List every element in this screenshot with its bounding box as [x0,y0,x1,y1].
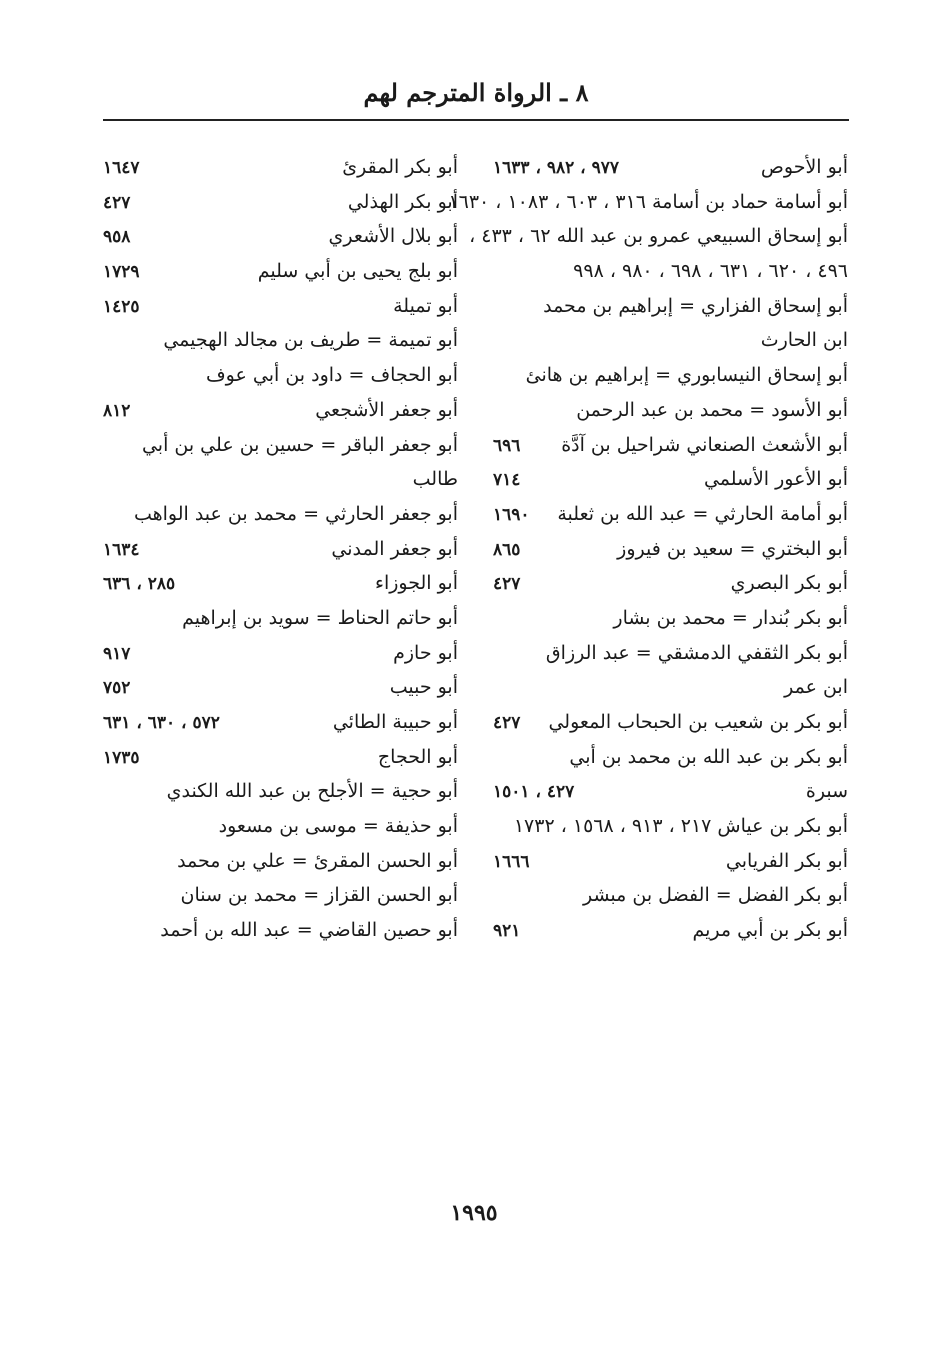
index-entry [493,428,848,463]
entry-name: أبو بكر بن عياش ٢١٧ ، ٩١٣ ، ١٥٦٨ ، ١٧٣٢ [513,815,848,838]
index-entry [493,601,848,636]
index-entry [493,462,848,497]
entry-name: سبرة [805,780,848,803]
index-entry [103,878,458,913]
entry-name: أبو بكر الفريابي [725,849,848,872]
entry-refs: ٩١٧ [103,643,131,664]
entry-refs: ١٦٦٦ [493,851,530,872]
entry-refs: ٤٢٧ [493,574,521,595]
header-rule [103,119,849,121]
entry-name: أبو جعفر الحارثي = محمد بن عبد الواهب [133,502,458,525]
page-header: ٨ ـ الرواة المترجم لهم [363,78,589,107]
entry-name: أبو بكر الهذلي [347,190,458,213]
index-entry [103,532,458,567]
right-column [448,150,848,948]
entry-name: أبو إسحاق الفزاري = إبراهيم بن محمد [543,294,848,317]
index-entry [493,636,848,671]
index-entry [103,150,458,185]
index-entry [493,705,848,740]
index-entry [493,393,848,428]
entry-name: أبو جعفر المدني [331,537,458,560]
entry-name: أبو إسحاق النيسابوري = إبراهيم بن هانئ [525,364,848,387]
entry-refs: ٨٦٥ [493,539,521,560]
index-entry [103,566,458,601]
entry-name: أبو الأعور الأسلمي [703,468,848,491]
index-entry [103,497,458,532]
entry-refs: ٨١٢ [103,400,131,421]
entry-name: أبو تميمة = طريف بن مجالد الهجيمي [163,329,458,352]
entry-name: أبو جعفر الأشجعي [315,398,458,421]
entry-name: أبو حبيب [389,676,458,699]
index-entry [103,393,458,428]
index-entry [103,844,458,879]
index-entry [103,601,458,636]
index-entry [493,358,848,393]
entry-name: أبو الأسود = محمد بن عبد الرحمن [576,398,848,421]
index-entry [493,670,848,705]
index-entry [493,289,848,324]
entry-refs: ٤٢٧ ، ١٥٠١ [493,782,575,803]
index-entry [493,566,848,601]
index-entry [103,670,458,705]
index-entry [493,809,848,844]
entry-name: أبو بكر بن أبي مريم [692,919,848,942]
index-entry [103,254,458,289]
entry-name: ابن الحارث [760,329,848,352]
entry-name: أبو بكر الثقفي الدمشقي = عبد الرزاق [545,641,848,664]
entry-name: أبو حاتم الحناط = سويد بن إبراهيم [182,606,458,629]
entry-name: أبو بلال الأشعري [328,225,458,248]
index-entry [493,254,848,289]
entry-name: أبو الحجاج [377,745,458,768]
entry-name: أبو أمامة الحارثي = عبد الله بن ثعلبة [557,502,848,525]
entry-name: أبو البختري = سعيد بن فيروز [617,537,848,560]
index-entry [493,774,848,809]
index-entry [103,219,458,254]
index-entry [103,462,458,497]
entry-name: أبو الأشعث الصنعاني شراحيل بن آدَّة [561,433,848,456]
page-number: ١٩٩٥ [450,1200,498,1226]
entry-refs: ١٧٢٩ [103,262,140,283]
index-entry [103,809,458,844]
index-entry [493,740,848,775]
index-entry [103,636,458,671]
entry-name: ابن عمر [784,676,848,699]
entry-name: أبو بكر المقرئ [342,156,458,178]
index-entry [493,150,848,185]
index-entry [493,913,848,948]
index-entry [103,358,458,393]
entry-name: أبو بكر البصري [730,572,848,595]
entry-refs: ١٦٣٤ [103,539,140,560]
index-entry [493,497,848,532]
entry-refs: ٩٧٧ ، ٩٨٢ ، ١٦٣٣ [493,158,619,178]
entry-name: ٤٩٦ ، ٦٢٠ ، ٦٣١ ، ٦٩٨ ، ٩٨٠ ، ٩٩٨ [573,260,848,283]
entry-refs: ١٦٤٧ [103,158,140,178]
entry-name: أبو حجية = الأجلح بن عبد الله الكندي [166,780,458,803]
index-entry [103,185,458,220]
entry-name: أبو بكر الفضل = الفضل بن مبشر [583,884,848,907]
entry-name: طالب [412,468,458,491]
index-entry [103,289,458,324]
index-entry [448,185,848,220]
entry-name: أبو حصين القاضي = عبد الله بن أحمد [160,919,458,942]
entry-refs: ١٤٢٥ [103,296,140,317]
entry-name: أبو الحسن القزاز = محمد بن سنان [180,884,458,907]
entry-refs: ٤٢٧ [103,192,131,213]
index-entry [103,705,458,740]
entry-name: أبو أسامة حماد بن أسامة ٣١٦ ، ٦٠٣ ، ١٠٨٣ ، ١٦٣٠ [448,190,848,213]
entry-name: أبو حازم [393,641,458,664]
entry-name: أبو بلج يحيى بن أبي سليم [257,260,458,283]
entry-refs: ٥٧٢ ، ٦٣٠ ، ٦٣١ [103,713,220,733]
index-entry [103,740,458,775]
entry-refs: ٢٨٥ ، ٦٣٦ [103,574,176,595]
index-entry [493,323,848,358]
entry-name: أبو الحسن المقرئ = علي بن محمد [177,849,458,872]
left-column [103,150,458,948]
index-entry [493,532,848,567]
entry-name: أبو بكر بن شعيب بن الحبحاب المعولي [548,711,848,733]
index-entry [493,878,848,913]
entry-refs: ٩٥٨ [103,227,131,248]
index-entry [469,219,848,254]
entry-name: أبو جعفر الباقر = حسين بن علي بن أبي [141,433,458,456]
index-entry [103,428,458,463]
index-entry [103,323,458,358]
entry-name: أبو بكر بُندار = محمد بن بشار [613,606,848,629]
index-entry [493,844,848,879]
entry-refs: ٦٩٦ [493,435,521,456]
entry-refs: ٩٢١ [493,921,521,942]
entry-refs: ٤٢٧ [493,713,521,733]
entry-name: أبو حذيفة = موسى بن مسعود [218,815,458,838]
entry-name: أبو الأحوص [760,156,848,178]
index-entry [103,774,458,809]
entry-name: أبو الجوزاء [375,572,458,595]
entry-name: أبو تميلة [393,294,458,317]
entry-name: أبو الحجاف = داود بن أبي عوف [205,364,458,387]
entry-name: أبو إسحاق السبيعي عمرو بن عبد الله ٦٢ ، ٤٣٣ ، [469,225,848,248]
entry-name: أبو بكر بن عبد الله بن محمد بن أبي [569,745,848,768]
entry-refs: ١٦٩٠ [493,504,530,525]
entry-refs: ٧١٤ [493,470,521,491]
entry-refs: ١٧٣٥ [103,747,140,768]
entry-name: أبو حبيبة الطائي [332,711,458,733]
index-entry [103,913,458,948]
entry-refs: ٧٥٢ [103,678,131,699]
